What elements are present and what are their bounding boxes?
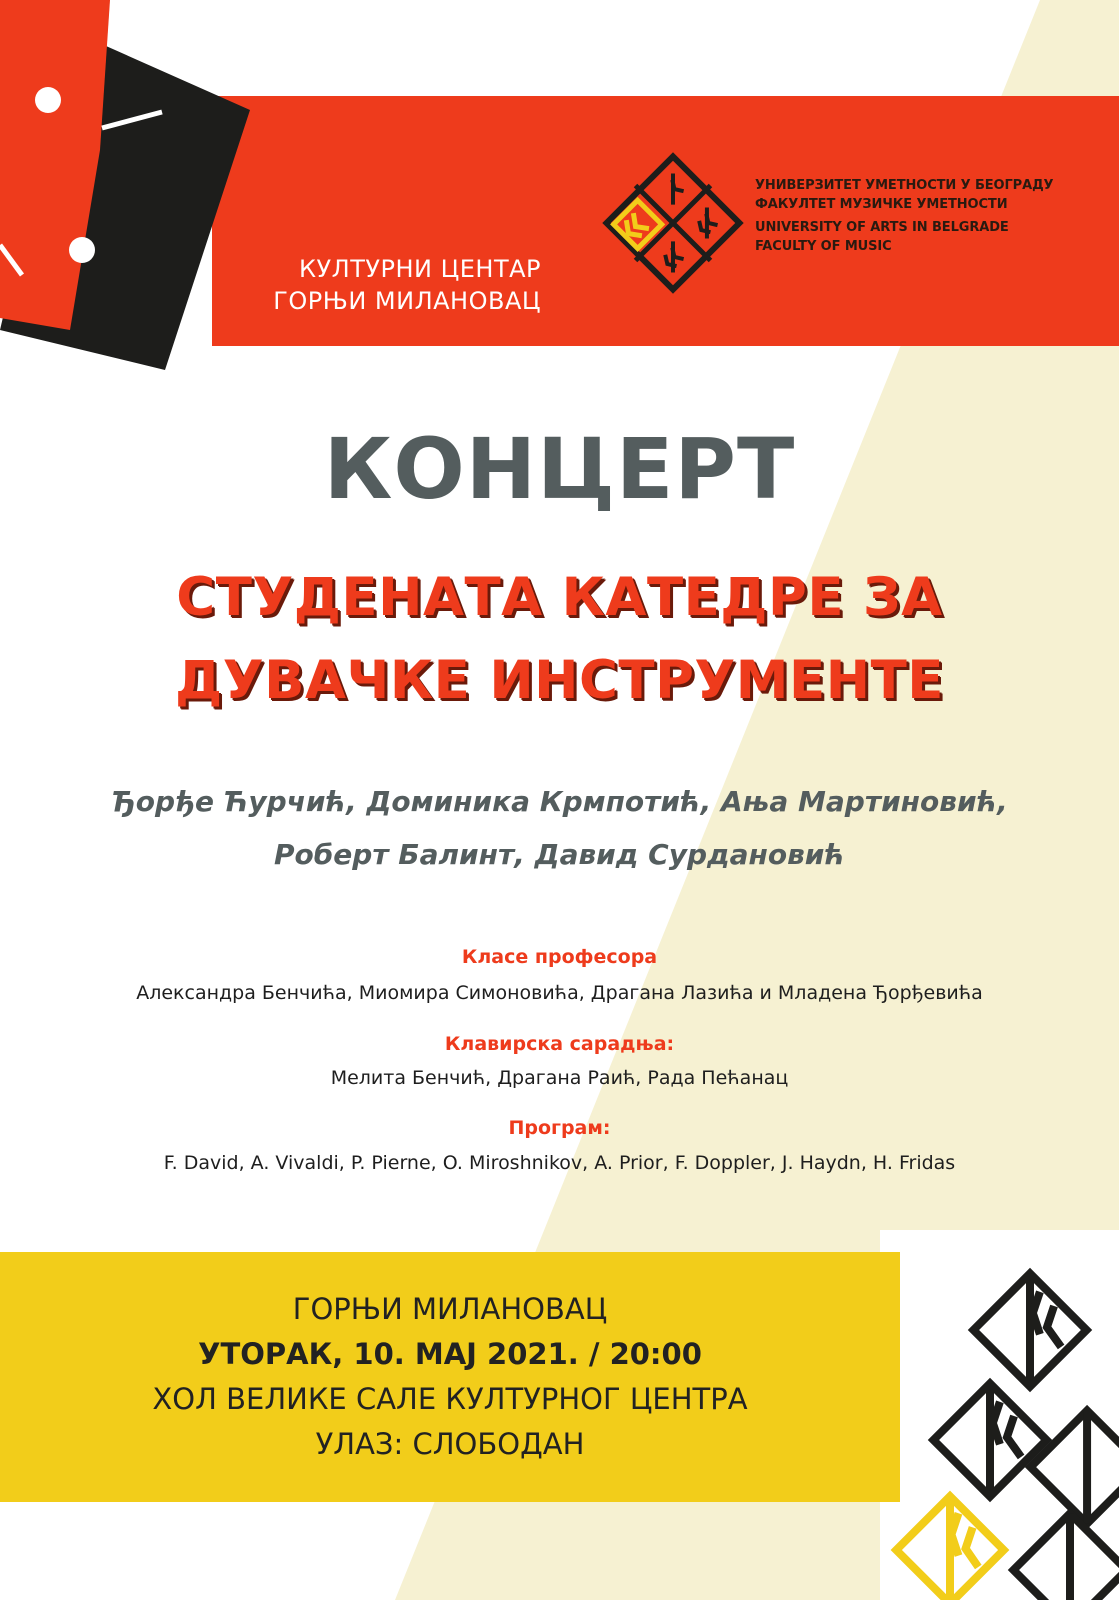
performers-line1: Ђорђе Ћурчић, Доминика Крмпотић, Ања Мартиновић, (111, 785, 1008, 818)
program-label: Програм: (508, 1117, 611, 1139)
white-dot-shape (69, 237, 95, 263)
subtitle-line2: ДУВАЧКЕ ИНСТРУМЕНТЕ (175, 650, 944, 711)
piano-collaboration-label: Клавирска сарадња: (444, 1033, 675, 1055)
faculty-name-serbian: ФАКУЛТЕТ МУЗИЧКЕ УМЕТНОСТИ (755, 197, 1008, 212)
classes-value: Александра Бенчића, Миомира Симоновића, Драгана Лазића и Младена Ђорђевића (136, 982, 983, 1004)
subtitle-line1: СТУДЕНАТА КАТЕДРЕ ЗА (176, 567, 943, 628)
university-name-english: UNIVERSITY OF ARTS IN BELGRADE (755, 220, 1009, 235)
footer-city: ГОРЊИ МИЛАНОВАЦ (292, 1292, 608, 1326)
footer-venue: ХОЛ ВЕЛИКЕ САЛЕ КУЛТУРНОГ ЦЕНТРА (152, 1382, 748, 1416)
footer-entry: УЛАЗ: СЛОБОДАН (315, 1427, 585, 1461)
piano-collaboration-value: Мелита Бенчић, Драгана Раић, Рада Пећанац (330, 1067, 789, 1089)
university-name-serbian: УНИВЕРЗИТЕТ УМЕТНОСТИ У БЕОГРАДУ (755, 178, 1054, 193)
faculty-name-english: FACULTY OF MUSIC (755, 239, 892, 254)
performers-line2: Роберт Балинт, Давид Сурдановић (273, 838, 845, 871)
white-dot-shape (35, 87, 61, 113)
footer-date-time: УТОРАК, 10. МАЈ 2021. / 20:00 (198, 1337, 702, 1371)
bottom-right-leaf-pattern (880, 1250, 1119, 1600)
cultural-center-line1: КУЛТУРНИ ЦЕНТАР (299, 255, 541, 283)
top-left-abstract-graphic (0, 0, 270, 380)
fmu-leaf-logo-icon (598, 148, 748, 298)
classes-label: Класе професора (461, 946, 658, 968)
page-title: КОНЦЕРТ (323, 420, 796, 518)
footer-yellow-band (0, 1252, 900, 1502)
program-value: F. David, A. Vivaldi, P. Pierne, O. Miroshnikov, A. Prior, F. Doppler, J. Haydn, H. Fridas (163, 1152, 956, 1174)
cultural-center-line2: ГОРЊИ МИЛАНОВАЦ (273, 287, 541, 315)
